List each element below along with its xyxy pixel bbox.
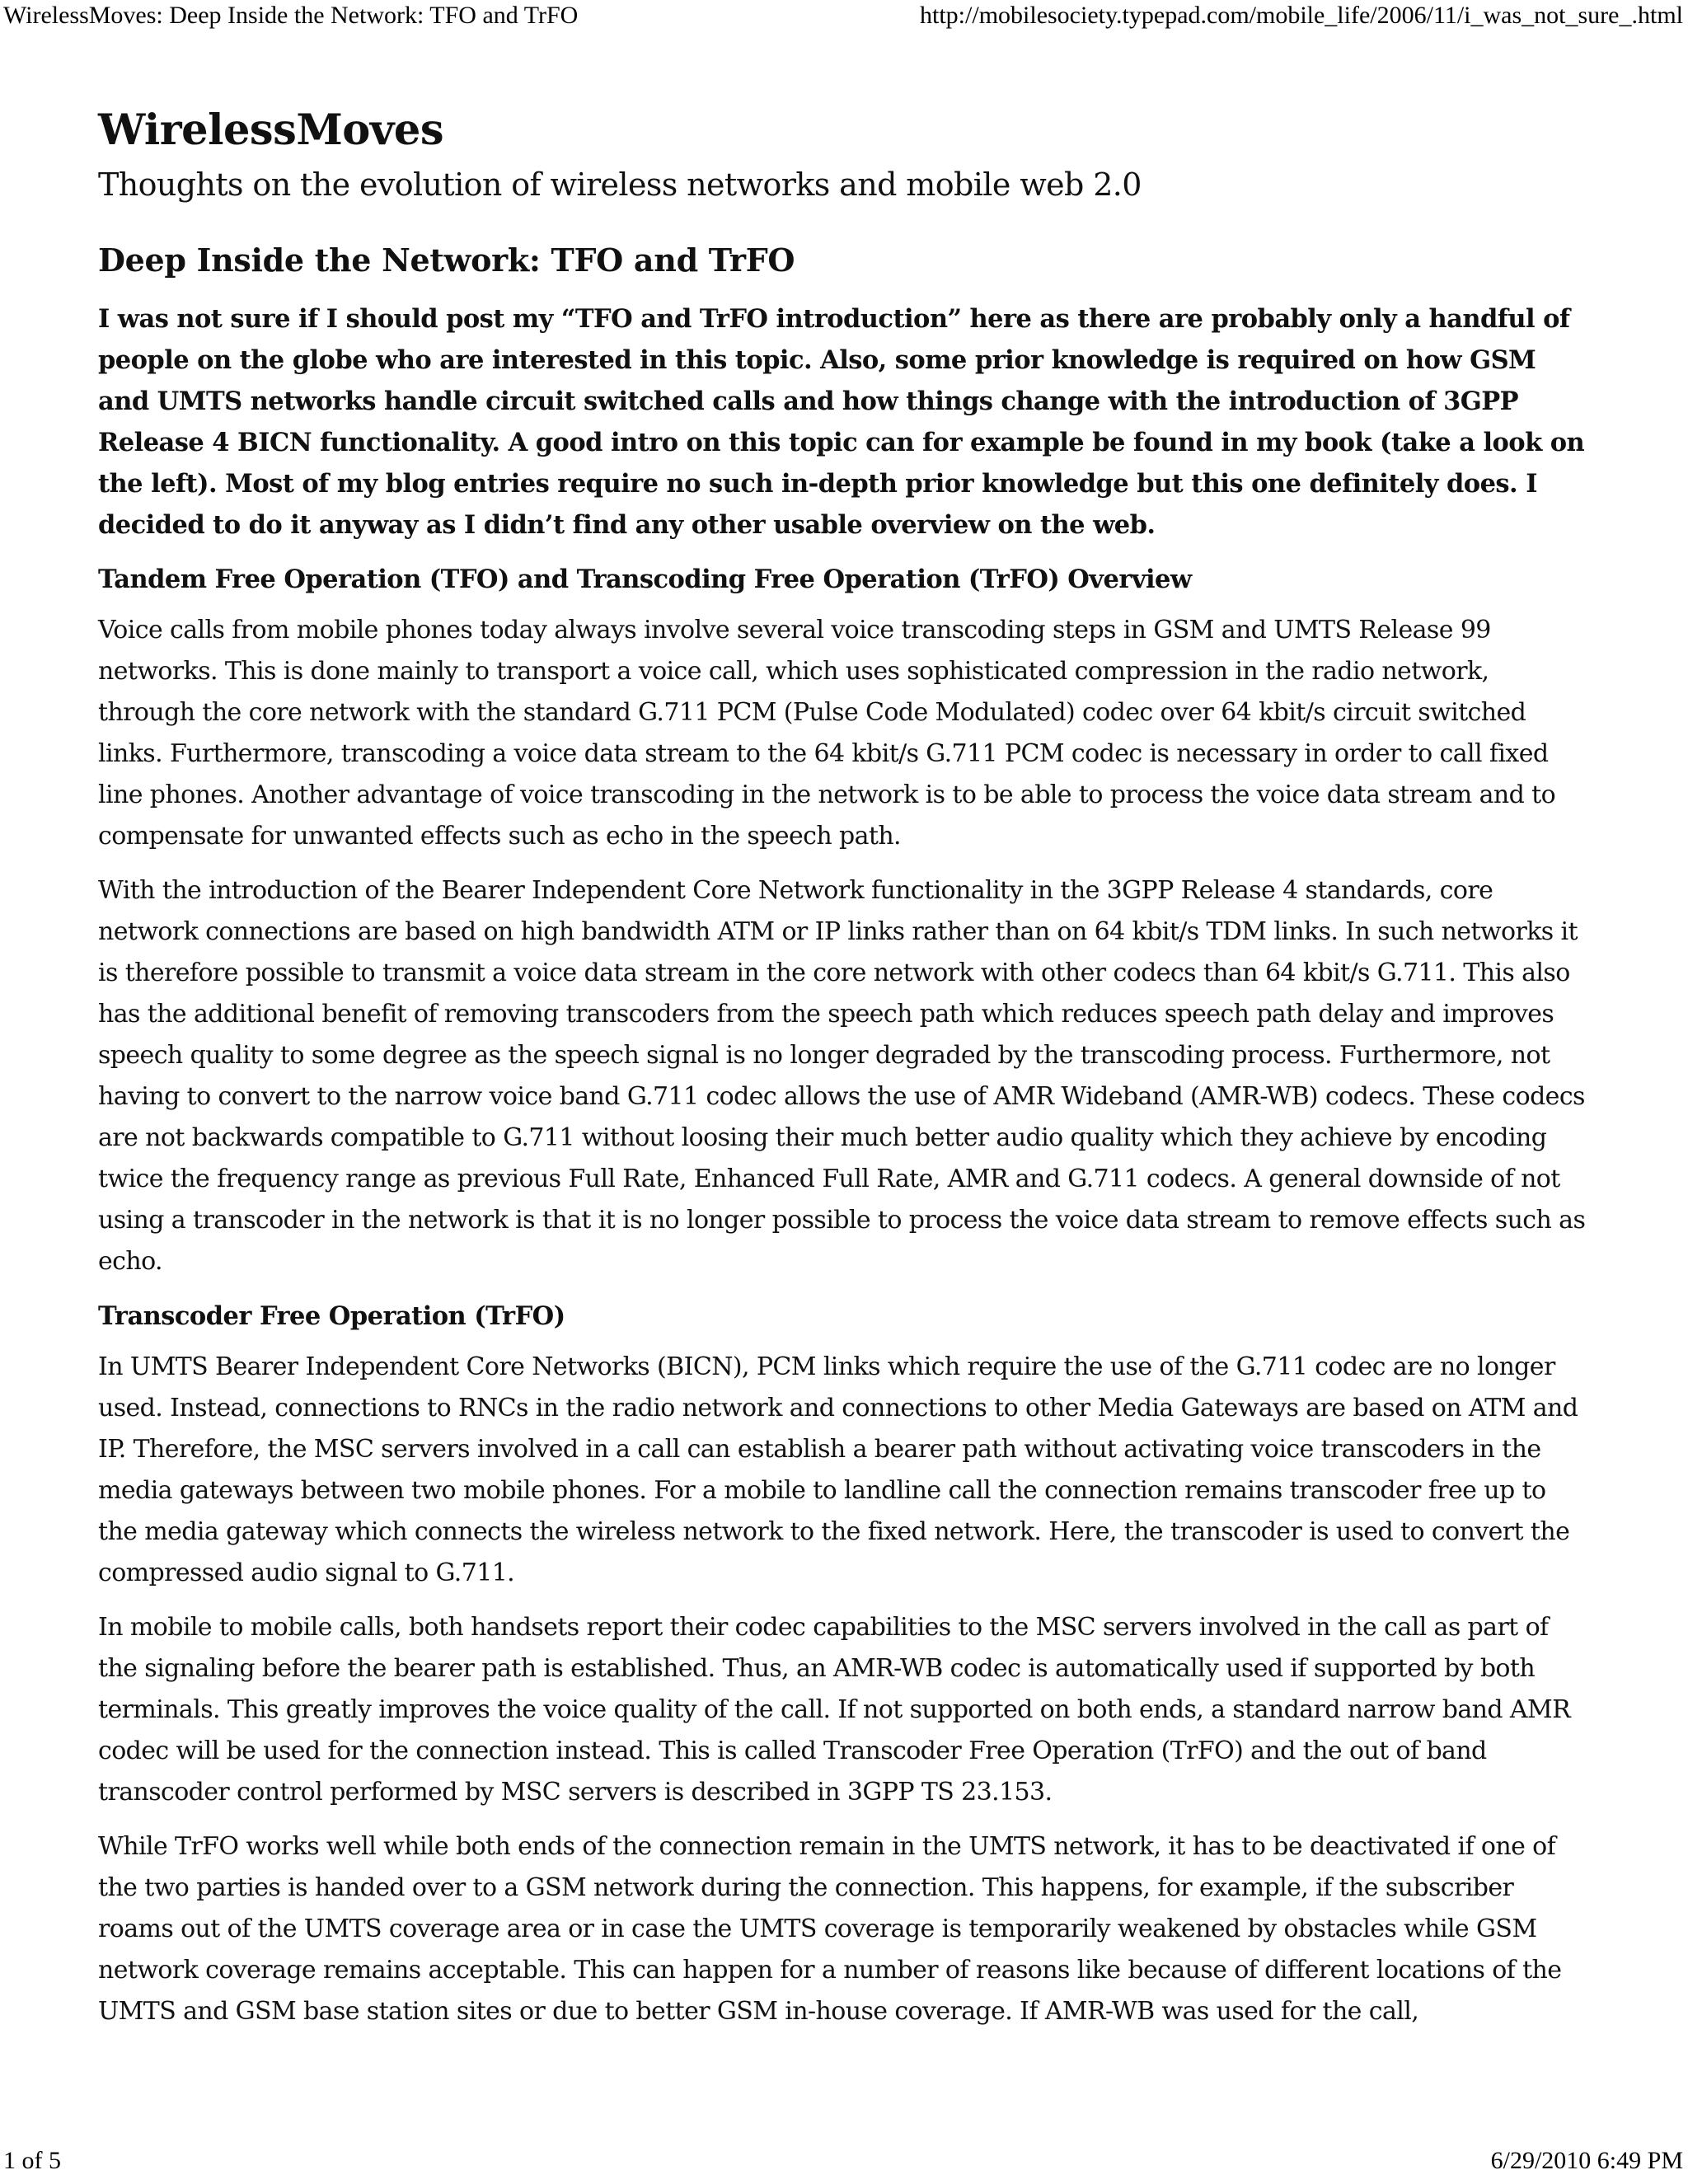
page-number: 1 of 5	[3, 2147, 61, 2174]
blog-tagline: Thoughts on the evolution of wireless networks and mobile web 2.0	[98, 166, 1142, 203]
post-intro: I was not sure if I should post my “TFO and TrFO introduction” here as there are probably only a handful of people on the globe who are interested in this topic. Also, some prior knowledge is required on how GSM and UMTS networks handle circuit switched calls and how things change with the introduction of 3GPP Release 4 BICN functionality. A good intro on this topic can for example be found in my book (take a look on the left). Most of my blog entries require no such in-depth prior knowledge but this one definitely does. I decided to do it anyway as I didn’t find any other usable overview on the web.	[98, 304, 1585, 540]
paragraph: While TrFO works well while both ends of the connection remain in the UMTS network, it has to be deactivated if one of the two parties is handed over to a GSM network during the connection. This happens, for example, if the subscriber roams out of the UMTS coverage area or in case the UMTS coverage is temporarily weakened by obstacles while GSM network coverage remains acceptable. This can happen for a number of reasons like because of different locations of the UMTS and GSM base station sites or due to better GSM in-house coverage. If AMR-WB was used for the call,	[98, 1832, 1562, 2026]
print-header-url: http://mobilesociety.typepad.com/mobile_life/2006/11/i_was_not_sure_.html	[920, 2, 1683, 29]
print-footer	[0, 2147, 1688, 2180]
section-heading-overview: Tandem Free Operation (TFO) and Transcoding Free Operation (TrFO) Overview	[98, 565, 1192, 594]
print-timestamp: 6/29/2010 6:49 PM	[1490, 2147, 1683, 2174]
print-header-title: WirelessMoves: Deep Inside the Network: TFO and TrFO	[3, 2, 579, 29]
print-header	[0, 2, 1688, 35]
paragraph: With the introduction of the Bearer Independent Core Network functionality in the 3GPP Release 4 standards, core network connections are based on high bandwidth ATM or IP links rather than on 64 kbit/s TDM links. In such networks it is therefore possible to transmit a voice data stream in the core network with other codecs than 64 kbit/s G.711. This also has the additional benefit of removing transcoders from the speech path which reduces speech path delay and improves speech quality to some degree as the speech signal is no longer degraded by the transcoding process. Furthermore, not having to convert to the narrow voice band G.711 codec allows the use of AMR Wideband (AMR-WB) codecs. These codecs are not backwards compatible to G.711 without loosing their much better audio quality which they achieve by encoding twice the frequency range as previous Full Rate, Enhanced Full Rate, AMR and G.711 codecs. A general downside of not using a transcoder in the network is that it is no longer possible to process the voice data stream to remove effects such as echo.	[98, 876, 1586, 1276]
section-heading-trfo: Transcoder Free Operation (TrFO)	[98, 1301, 565, 1331]
post-title[interactable]: Deep Inside the Network: TFO and TrFO	[98, 241, 795, 279]
blog-title[interactable]: WirelessMoves	[98, 105, 444, 155]
paragraph: In UMTS Bearer Independent Core Networks (BICN), PCM links which require the use of the G.711 codec are no longer used. Instead, connections to RNCs in the radio network and connections to other Media Gateways are based on ATM and IP. Therefore, the MSC servers involved in a call can establish a bearer path without activating voice transcoders in the media gateways between two mobile phones. For a mobile to landline call the connection remains transcoder free up to the media gateway which connects the wireless network to the fixed network. Here, the transcoder is used to convert the compressed audio signal to G.711.	[98, 1352, 1578, 1587]
paragraph: In mobile to mobile calls, both handsets report their codec capabilities to the MSC servers involved in the call as part of the signaling before the bearer path is established. Thus, an AMR-WB codec is automatically used if supported by both terminals. This greatly improves the voice quality of the call. If not supported on both ends, a standard narrow band AMR codec will be used for the connection instead. This is called Transcoder Free Operation (TrFO) and the out of band transcoder control performed by MSC servers is described in 3GPP TS 23.153.	[98, 1613, 1571, 1807]
paragraph: Voice calls from mobile phones today always involve several voice transcoding steps in GSM and UMTS Release 99 networks. This is done mainly to transport a voice call, which uses sophisticated compression in the radio network, through the core network with the standard G.711 PCM (Pulse Code Modulated) codec over 64 kbit/s circuit switched links. Furthermore, transcoding a voice data stream to the 64 kbit/s G.711 PCM codec is necessary in order to call fixed line phones. Another advantage of voice transcoding in the network is to be able to process the voice data stream and to compensate for unwanted effects such as echo in the speech path.	[98, 616, 1556, 851]
page-content	[98, 97, 1590, 2032]
